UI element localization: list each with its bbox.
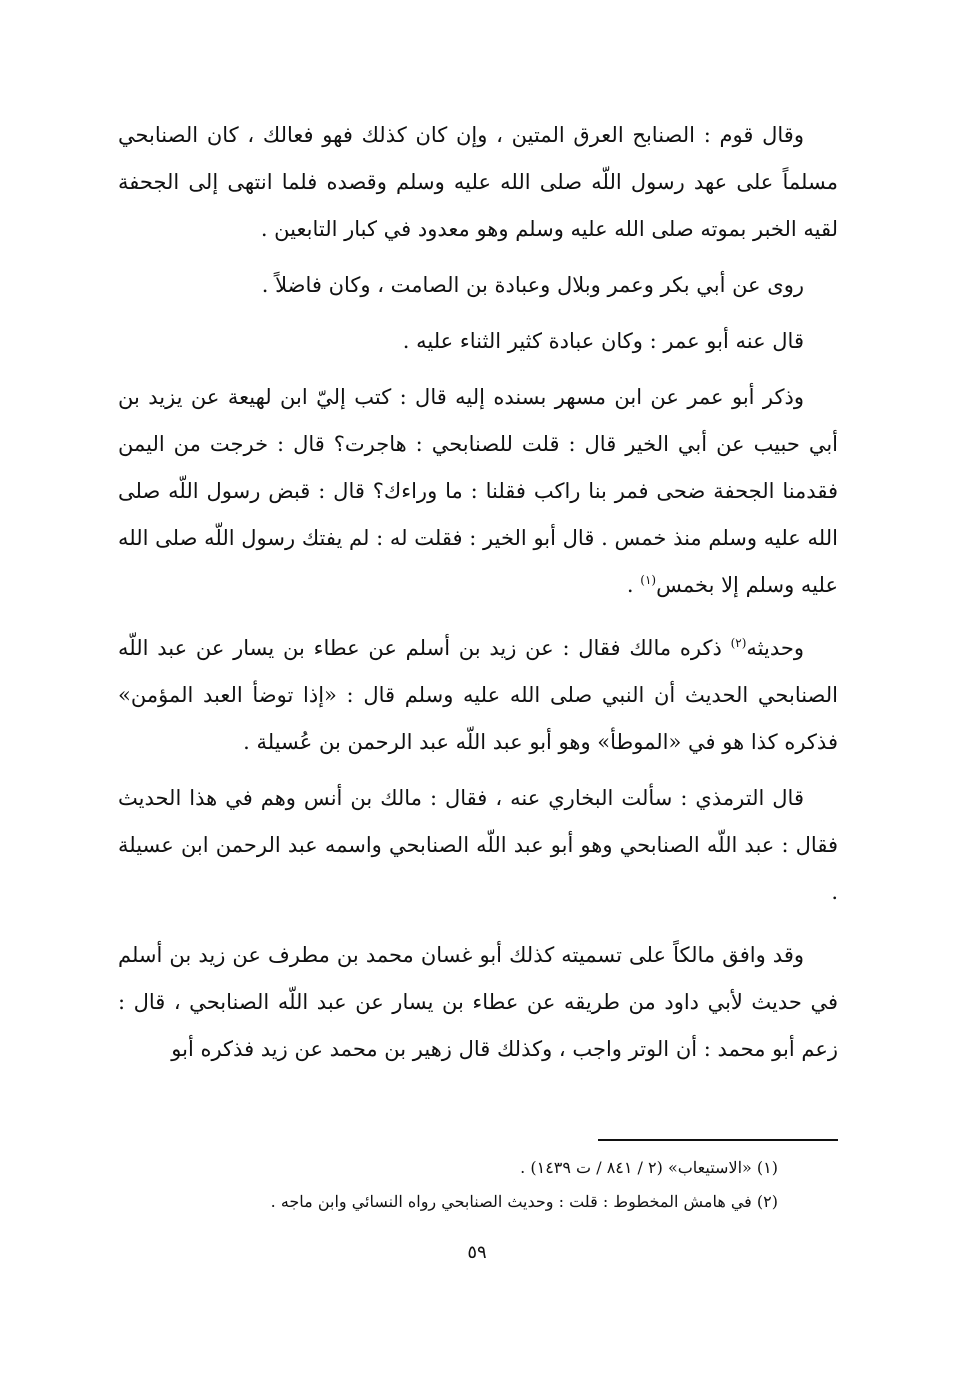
footnote-divider [598,1139,838,1141]
footnote-2: (٢) في هامش المخطوط : قلت : وحديث الصنابحي رواه النسائي وابن ماجه . [270,1192,778,1211]
paragraph-4 [118,374,838,609]
paragraph-6: قال الترمذي : سألت البخاري عنه ، فقال : مالك بن أنس وهم في هذا الحديث فقال : عبد اللّه الصنابحي وهو أبو عبد اللّه الصنابحي واسمه عبد الرحمن ابن عسيلة . [118,786,838,904]
paragraph-3: قال عنه أبو عمر : وكان عبادة كثير الثناء عليه . [402,329,804,353]
footnote-ref-1[interactable]: (١) [640,573,657,587]
paragraph-4-text: وذكر أبو عمر عن ابن مسهر بسنده إليه قال : كتب إليّ ابن لهيعة عن يزيد بن أبي حبيب عن أبي الخير قال : قلت للصنابحي : هاجرت؟ قال : خرجت من اليمن فقدمنا الجحفة ضحى فمر بنا راكب فقلنا : ما وراءك؟ قال : قبض رسول اللّه صلى الله عليه وسلم منذ خمس . قال أبو الخير : فقلت له : لم يفتك رسول اللّه صلى الله عليه وسلم إلا بخمس [118,385,838,597]
paragraph-4-end: . [626,573,641,597]
footnote-1: (١) «الاستيعاب» (٢ / ٨٤١ / ت ١٤٣٩) . [520,1158,778,1177]
footnote-ref-2[interactable]: (٢) [730,636,747,650]
page-number: ٥٩ [467,1242,487,1263]
paragraph-5-text: ذكره مالك فقال : عن زيد بن أسلم عن عطاء بن يسار عن عبد اللّه الصنابحي الحديث أن النبي صلى الله عليه وسلم قال : «إذا توضأ العبد المؤمن» فذكره كذا هو في «الموطأ» وهو أبو عبد اللّه عبد الرحمن بن عُسيلة . [118,636,838,754]
paragraph-2: روى عن أبي بكر وعمر وبلال وعبادة بن الصامت ، وكان فاضلاً . [261,273,804,297]
paragraph-5 [118,625,838,766]
paragraph-5-lead: وحديثه [746,636,804,660]
paragraph-7: وقد وافق مالكاً على تسميته كذلك أبو غسان محمد بن مطرف عن زيد بن أسلم في حديث لأبي داود من طريقه عن عطاء بن يسار عن عبد اللّه الصنابحي ، قال : زعم أبو محمد : أن الوتر واجب ، وكذلك قال زهير بن محمد عن زيد فذكره أبو [118,943,838,1061]
paragraph-1: وقال قوم : الصنابح العرق المتين ، وإن كان كذلك فهو فعالك ، كان الصنابحي مسلماً على عهد رسول اللّه صلى الله عليه وسلم وقصده فلما انتهى إلى الجحفة لقيه الخبر بموته صلى الله عليه وسلم وهو معدود في كبار التابعين . [118,123,838,241]
main-text [118,112,838,1073]
footnotes [118,1151,778,1219]
